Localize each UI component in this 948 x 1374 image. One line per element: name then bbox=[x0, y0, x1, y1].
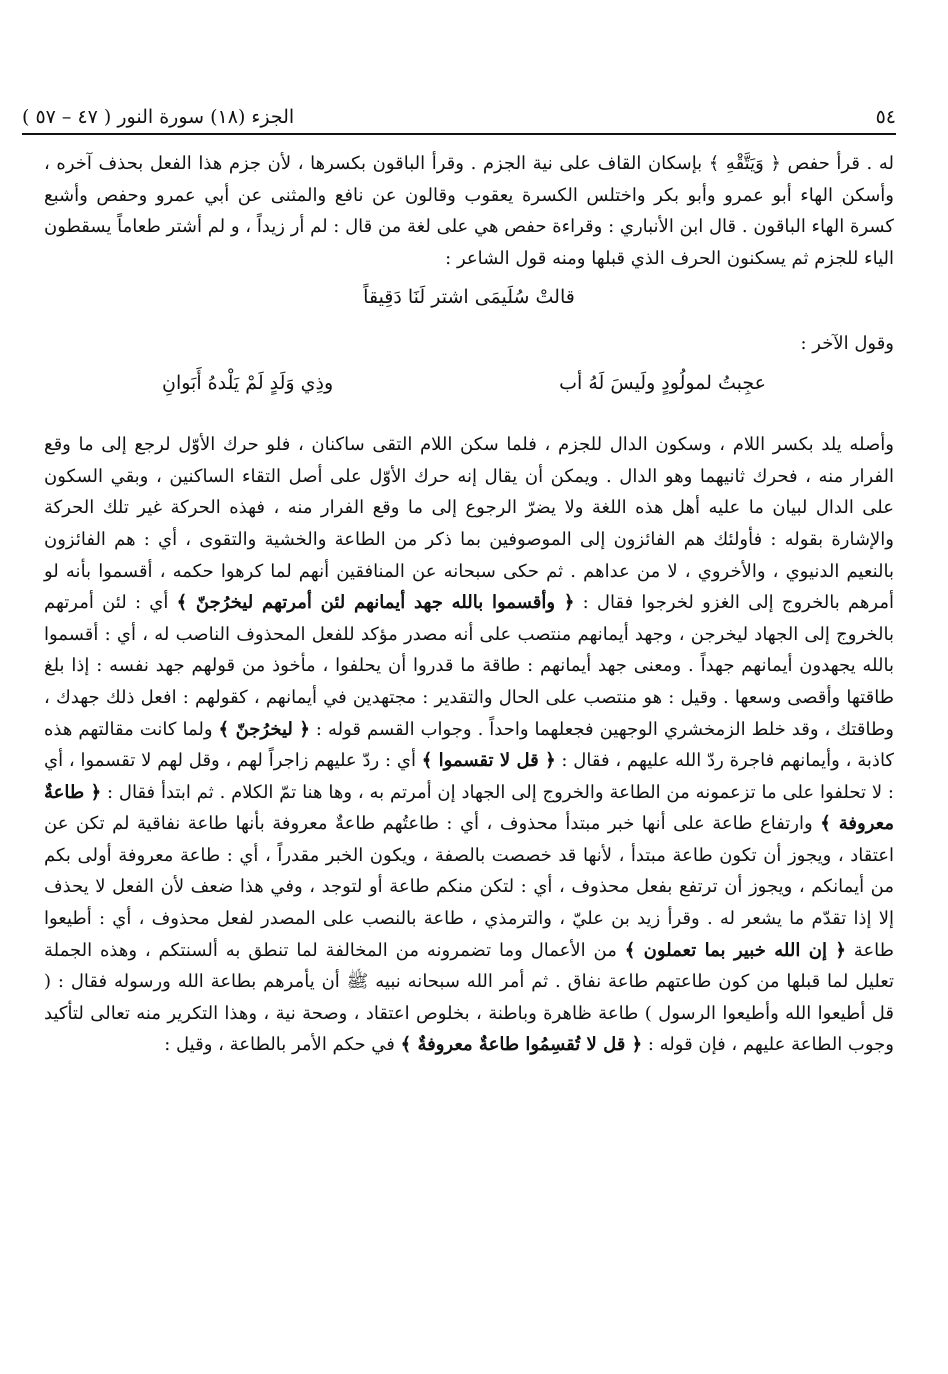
couplet-second-hemistich: وذِي وَلَدٍ لَمْ يَلْدهُ أَبَوانِ bbox=[162, 371, 334, 394]
commentary-text-b: أي : لئن أمرتهم بالخروج إلى الجهاد ليخرجن ، وجهد أيمانهم منتصب على أنه مصدر مؤكد للفعل المحذوف الناصب له ، أي : أقسموا بالله يجهدون أيمانهم جهداً . ومعنى جهد أيمانهم : طاقة ما قدروا أن يحلفوا ، مأخوذ من قولهم جهد نفسه : إذا بلغ طاقتها وأقصى وسعها . وقيل : هو منتصب على الحال والتقدير : مجتهدين في أيمانهم ، كقولهم : افعل ذلك جهدك ، وطاقتك ، وقد خلط الزمخشري الوجهين فجعلهما واحداً . وجواب القسم قوله : bbox=[44, 592, 894, 740]
page-number: ٥٤ bbox=[875, 106, 896, 128]
header-divider bbox=[22, 133, 896, 135]
poetry-verse-1: قالتْ سُلَيمَى اشتر لَنَا دَقِيقاً bbox=[363, 286, 575, 309]
quran-quote-1: ﴿ وأقسموا بالله جهد أيمانهم لئن أمرتهم ليخرُجنّ ﴾ bbox=[176, 592, 575, 614]
running-title: الجزء (١٨) سورة النور ( ٤٧ – ٥٧ ) bbox=[22, 106, 295, 128]
paragraph-commentary bbox=[44, 429, 894, 1061]
quran-quote-5: ﴿ إن الله خبير بما تعملون ﴾ bbox=[624, 939, 846, 961]
poetry-couplet bbox=[162, 368, 766, 400]
spacer bbox=[44, 417, 894, 429]
commentary-text-a: وأصله يلد بكسر اللام ، وسكون الدال للجزم ، فلما سكن اللام التقى ساكنان ، فلو حرك الأوّل لرجع إلى ما وقع الفرار منه ، فحرك ثانيهما وهو الدال . ويمكن أن يقال إنه حرك الأوّل على أصل التقاء الساكنين ، وبقي السكون على الدال لبيان ما عليه أهل هذه اللغة ولا يضرّ الرجوع إلى ما وقع الفرار منه ، فهذه الحركة غير تلك الحركة والإشارة بقوله : فأولئك هم الفائزون إلى الموصوفين بما ذكر من الطاعة والخشية والتقوى ، أي : هم الفائزون بالنعيم الدنيوي ، والأخروي ، لا من عداهم . ثم حكى سبحانه عن المنافقين أنهم لما كرهوا حكمه ، أقسموا بأنه لو أمرهم بالخروج إلى الغزو لخرجوا فقال : bbox=[44, 434, 894, 614]
commentary-text-f: من الأعمال وما تضمرونه من المخالفة لما تنطق به ألسنتكم ، وهذه الجملة تعليل لما قبلها من كون طاعتهم طاعة نفاق . ثم أمر الله سبحانه نبيه ﷺ أن يأمرهم بطاعة الله ورسوله فقال : ( قل أطيعوا الله وأطيعوا الرسول ) طاعة ظاهرة وباطنة ، بخلوص اعتقاد ، وصحة نية ، وهذا التكرير منه تعالى لتأكيد وجوب الطاعة عليهم ، فإن قوله : bbox=[44, 939, 894, 1056]
commentary-text-e: وارتفاع طاعة على أنها خبر مبتدأ محذوف ، أي : طاعتُهم طاعةٌ معروفة بأنها طاعة نفاقية لم تكن عن اعتقاد ، ويجوز أن تكون طاعة مبتدأ ، لأنها قد خصصت بالصفة ، ويكون الخبر مقدراً ، أي : طاعة معروفة أولى بكم من أيمانكم ، ويجوز أن ترتفع بفعل محذوف ، أي : لتكن منكم طاعة أو لتوجد ، وفي هذا ضعف لأن الفعل لا يحذف إلا إذا تقدّم ما يشعر له . وقرأ زيد بن عليّ ، والترمذي ، طاعة بالنصب على المصدر لفعل محذوف ، أي : أطيعوا طاعة bbox=[44, 813, 894, 961]
commentary-text-d: أي : ردّ عليهم زاجراً لهم ، وقل لهم لا تقسموا ، أي : لا تحلفوا على ما تزعمونه من الطاعة والخروج إلى الجهاد إن أمرتم به ، وها هنا تمّ الكلام . ثم ابتدأ فقال : bbox=[44, 750, 894, 803]
quran-quote-6: ﴿ قل لا تُقسِمُوا طاعةٌ معروفةٌ ﴾ bbox=[400, 1034, 643, 1056]
page-header bbox=[22, 98, 896, 128]
poetry-intro: وقول الآخر : bbox=[800, 332, 894, 354]
commentary-text-g: في حكم الأمر بالطاعة ، وقيل : bbox=[164, 1034, 401, 1056]
page-body bbox=[44, 148, 894, 1061]
paragraph-reading-variants: له . قرأ حفص ﴿ وَيَتَّقْهِ ﴾ بإسكان القاف على نية الجزم . وقرأ الباقون بكسرها ، لأن جزم هذا الفعل بحذف آخره ، وأسكن الهاء أبو عمرو وأبو بكر واختلس الكسرة يعقوب وقالون عن نافع والمثنى عن أبي عمرو وحفص وأشبع كسرة الهاء الباقون . قال ابن الأنباري : وقراءة حفص هي على لغة من قال : لم أر زيداً ، و لم أشتر طعاماً يسقطون الياء للجزم ثم يسكنون الحرف الذي قبلها ومنه قول الشاعر : bbox=[44, 153, 894, 269]
quran-quote-4: ﴿ طاعةٌ معروفة ﴾ bbox=[44, 781, 894, 835]
quran-quote-3: ﴿ قل لا تقسموا ﴾ bbox=[421, 750, 556, 772]
couplet-first-hemistich: عجِبتُ لمولُودٍ ولَيسَ لَهُ أب bbox=[559, 371, 766, 394]
quran-quote-2: ﴿ ليخرُجنّ ﴾ bbox=[218, 718, 310, 740]
commentary-text-c: ولما كانت مقالتهم هذه كاذبة ، وأيمانهم فاجرة ردّ الله عليهم ، فقال : bbox=[44, 718, 894, 772]
